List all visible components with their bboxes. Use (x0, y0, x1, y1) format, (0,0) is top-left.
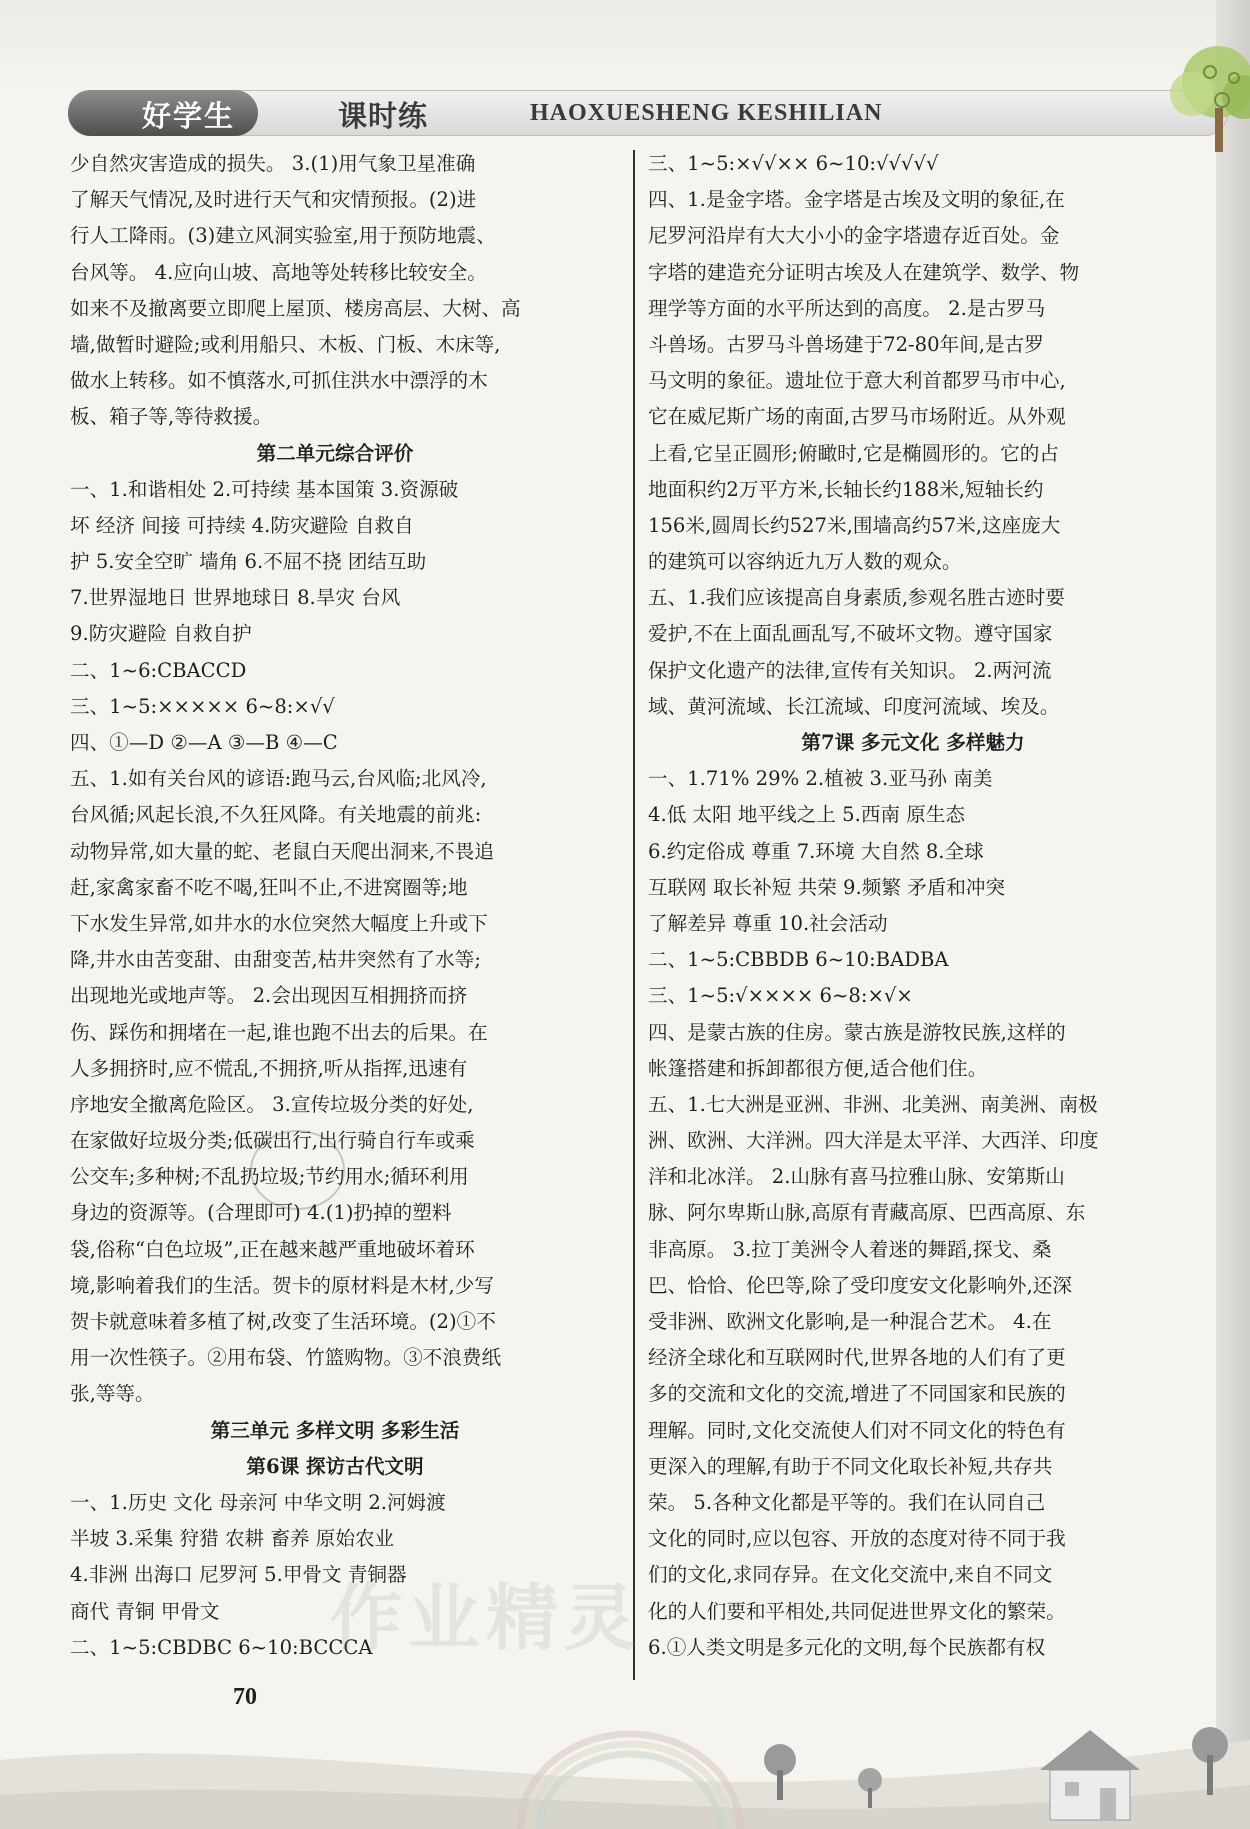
page-edge (1216, 0, 1250, 1829)
text-line: 半坡 3.采集 狩猎 农耕 畜养 原始农业 (70, 1527, 395, 1551)
text-line: 伤、踩伤和拥堵在一起,谁也跑不出去的后果。在 (70, 1020, 488, 1044)
text-line: 6.约定俗成 尊重 7.环境 大自然 8.全球 (648, 839, 984, 863)
house-icon (1040, 1730, 1140, 1820)
pinyin-title: HAOXUESHENG KESHILIAN (530, 100, 883, 126)
text-line: 商代 青铜 甲骨文 (70, 1599, 220, 1623)
text-line: 墙,做暂时避险;或利用船只、木板、门板、木床等, (70, 332, 501, 356)
text-line: 帐篷搭建和拆卸都很方便,适合他们住。 (648, 1056, 988, 1080)
page-header (68, 90, 1228, 142)
text-line: 坏 经济 间接 可持续 4.防灾避险 自救自 (70, 513, 414, 537)
section-heading: 第二单元综合评价 (256, 441, 414, 465)
text-line: 三、1~5:××××× 6~8:×√√ (70, 694, 335, 718)
text-line: 台风循;风起长浪,不久狂风降。有关地震的前兆: (70, 803, 482, 827)
text-line: 三、1~5:√×××× 6~8:×√× (648, 984, 913, 1008)
right-column (648, 146, 1178, 1666)
column-divider (633, 150, 635, 1680)
text-line: 了解差异 尊重 10.社会活动 (648, 911, 888, 935)
text-line: 四、1.是金字塔。金字塔是古埃及文明的象征,在 (648, 188, 1065, 212)
text-line: 出现地光或地声等。 2.会出现因互相拥挤而挤 (70, 984, 468, 1008)
text-line: 4.低 太阳 地平线之上 5.西南 原生态 (648, 803, 966, 827)
section-heading: 第6课 探访古代文明 (246, 1454, 424, 1478)
series-subtitle: 课时练 (338, 99, 429, 133)
watermark: 作业精灵 (330, 1576, 643, 1660)
text-line: 爱护,不在上面乱画乱写,不破坏文物。遵守国家 (648, 622, 1053, 646)
text-line: 字塔的建造充分证明古埃及人在建筑学、数学、物 (648, 260, 1080, 284)
text-line: 赶,家禽家畜不吃不喝,狂叫不止,不进窝圈等;地 (70, 875, 468, 899)
text-line: 五、1.如有关台风的谚语:跑马云,台风临;北风冷, (70, 767, 487, 791)
text-line: 文化的同时,应以包容、开放的态度对待不同于我 (648, 1527, 1066, 1551)
text-line: 9.防灾避险 自救自护 (70, 622, 252, 646)
text-line: 地面积约2万平方米,长轴长约188米,短轴长约 (648, 477, 1044, 501)
text-line: 它在威尼斯广场的南面,古罗马市场附近。从外观 (648, 405, 1066, 429)
text-line: 荣。 5.各种文化都是平等的。我们在认同自己 (648, 1490, 1046, 1514)
text-line: 非高原。 3.拉丁美洲令人着迷的舞蹈,探戈、桑 (648, 1237, 1052, 1261)
text-line: 洋和北冰洋。 2.山脉有喜马拉雅山脉、安第斯山 (648, 1165, 1065, 1189)
text-line: 降,井水由苦变甜、由甜变苦,枯井突然有了水等; (70, 948, 481, 972)
text-line: 域、黄河流域、长江流域、印度河流域、埃及。 (648, 694, 1060, 718)
text-line: 做水上转移。如不慎落水,可抓住洪水中漂浮的木 (70, 369, 488, 393)
footer-illustration (0, 1700, 1250, 1829)
text-line: 156米,圆周长约527米,围墙高约57米,这座庞大 (648, 513, 1061, 537)
text-line: 人多拥挤时,应不慌乱,不拥挤,听从指挥,迅速有 (70, 1056, 468, 1080)
text-line: 一、1.历史 文化 母亲河 中华文明 2.河姆渡 (70, 1490, 446, 1514)
page-number: 70 (233, 1684, 257, 1710)
text-line: 四、是蒙古族的住房。蒙古族是游牧民族,这样的 (648, 1020, 1066, 1044)
text-line: 二、1~6:CBACCD (70, 658, 247, 682)
text-line: 公交车;多种树;不乱扔垃圾;节约用水;循环利用 (70, 1165, 469, 1189)
text-line: 多的交流和文化的交流,增进了不同国家和民族的 (648, 1382, 1066, 1406)
text-line: 贺卡就意味着多植了树,改变了生活环境。(2)①不 (70, 1310, 496, 1333)
text-line: 4.非洲 出海口 尼罗河 5.甲骨文 青铜器 (70, 1563, 407, 1587)
text-line: 尼罗河沿岸有大大小小的金字塔遗存近百处。金 (648, 224, 1060, 248)
text-line: 上看,它呈正圆形;俯瞰时,它是椭圆形的。它的占 (648, 441, 1059, 465)
text-line: 张,等等。 (70, 1382, 155, 1406)
text-line: 在家做好垃圾分类;低碳出行,出行骑自行车或乘 (70, 1129, 475, 1153)
text-line: 袋,俗称“白色垃圾”,正在越来越严重地破坏着环 (70, 1237, 475, 1261)
text-line: 巴、恰恰、伦巴等,除了受印度安文化影响外,还深 (648, 1273, 1072, 1297)
text-line: 了解天气情况,及时进行天气和灾情预报。(2)进 (70, 188, 477, 212)
tree-icon (1140, 42, 1250, 152)
text-line: 化的人们要和平相处,共同促进世界文化的繁荣。 (648, 1599, 1066, 1623)
text-line: 二、1~5:CBDBC 6~10:BCCCA (70, 1635, 373, 1659)
text-line: 五、1.七大洲是亚洲、非洲、北美洲、南美洲、南极 (648, 1092, 1098, 1116)
text-line: 用一次性筷子。②用布袋、竹篮购物。③不浪费纸 (70, 1346, 502, 1370)
text-line: 7.世界湿地日 世界地球日 8.旱灾 台风 (70, 586, 401, 610)
text-line: 理解。同时,文化交流使人们对不同文化的特色有 (648, 1418, 1066, 1442)
text-line: 马文明的象征。遗址位于意大利首都罗马市中心, (648, 369, 1066, 393)
brand-title: 好学生 (142, 99, 236, 133)
text-line: 脉、阿尔卑斯山脉,高原有青藏高原、巴西高原、东 (648, 1201, 1086, 1225)
text-line: 板、箱子等,等待救援。 (70, 405, 273, 429)
text-line: 下水发生异常,如井水的水位突然大幅度上升或下 (70, 911, 488, 935)
text-line: 的建筑可以容纳近九万人数的观众。 (648, 550, 962, 574)
text-line: 四、①—D ②—A ③—B ④—C (70, 731, 338, 754)
section-heading: 第7课 多元文化 多样魅力 (801, 731, 1025, 754)
text-line: 受非洲、欧洲文化影响,是一种混合艺术。 4.在 (648, 1310, 1052, 1333)
text-line: 洲、欧洲、大洋洲。四大洋是太平洋、大西洋、印度 (648, 1129, 1099, 1153)
text-line: 境,影响着我们的生活。贺卡的原材料是木材,少写 (70, 1273, 494, 1297)
text-line: 保护文化遗产的法律,宣传有关知识。 2.两河流 (648, 658, 1052, 682)
text-line: 一、1.71% 29% 2.植被 3.亚马孙 南美 (648, 767, 993, 791)
text-line: 经济全球化和互联网时代,世界各地的人们有了更 (648, 1346, 1066, 1370)
top-shade (0, 0, 1250, 90)
text-line: 一、1.和谐相处 2.可持续 基本国策 3.资源破 (70, 477, 459, 501)
text-line: 理学等方面的水平所达到的高度。 2.是古罗马 (648, 296, 1046, 320)
text-line: 序地安全撤离危险区。 3.宣传垃圾分类的好处, (70, 1092, 474, 1116)
left-column (70, 146, 600, 1666)
text-line: 五、1.我们应该提高自身素质,参观名胜古迹时要 (648, 586, 1065, 610)
text-line: 少自然灾害造成的损失。 3.(1)用气象卫星准确 (70, 152, 476, 175)
text-line: 如来不及撤离要立即爬上屋顶、楼房高层、大树、高 (70, 296, 521, 320)
text-line: 6.①人类文明是多元化的文明,每个民族都有权 (648, 1635, 1046, 1659)
text-line: 身边的资源等。(合理即可) 4.(1)扔掉的塑料 (70, 1201, 452, 1225)
text-line: 行人工降雨。(3)建立风洞实验室,用于预防地震、 (70, 224, 496, 248)
text-line: 三、1~5:×√√×× 6~10:√√√√√ (648, 152, 939, 175)
text-line: 们的文化,求同存异。在文化交流中,来自不同文 (648, 1563, 1053, 1587)
text-line: 二、1~5:CBBDB 6~10:BADBA (648, 948, 949, 972)
text-line: 动物异常,如大量的蛇、老鼠白天爬出洞来,不畏追 (70, 839, 494, 863)
text-line: 互联网 取长补短 共荣 9.频繁 矛盾和冲突 (648, 875, 1006, 899)
section-heading: 第三单元 多样文明 多彩生活 (210, 1418, 460, 1442)
text-line: 护 5.安全空旷 墙角 6.不屈不挠 团结互助 (70, 550, 427, 574)
text-line: 斗兽场。古罗马斗兽场建于72-80年间,是古罗 (648, 332, 1044, 356)
stamp-mark (250, 1130, 345, 1210)
text-line: 更深入的理解,有助于不同文化取长补短,共存共 (648, 1454, 1053, 1478)
text-line: 台风等。 4.应向山坡、高地等处转移比较安全。 (70, 260, 487, 284)
